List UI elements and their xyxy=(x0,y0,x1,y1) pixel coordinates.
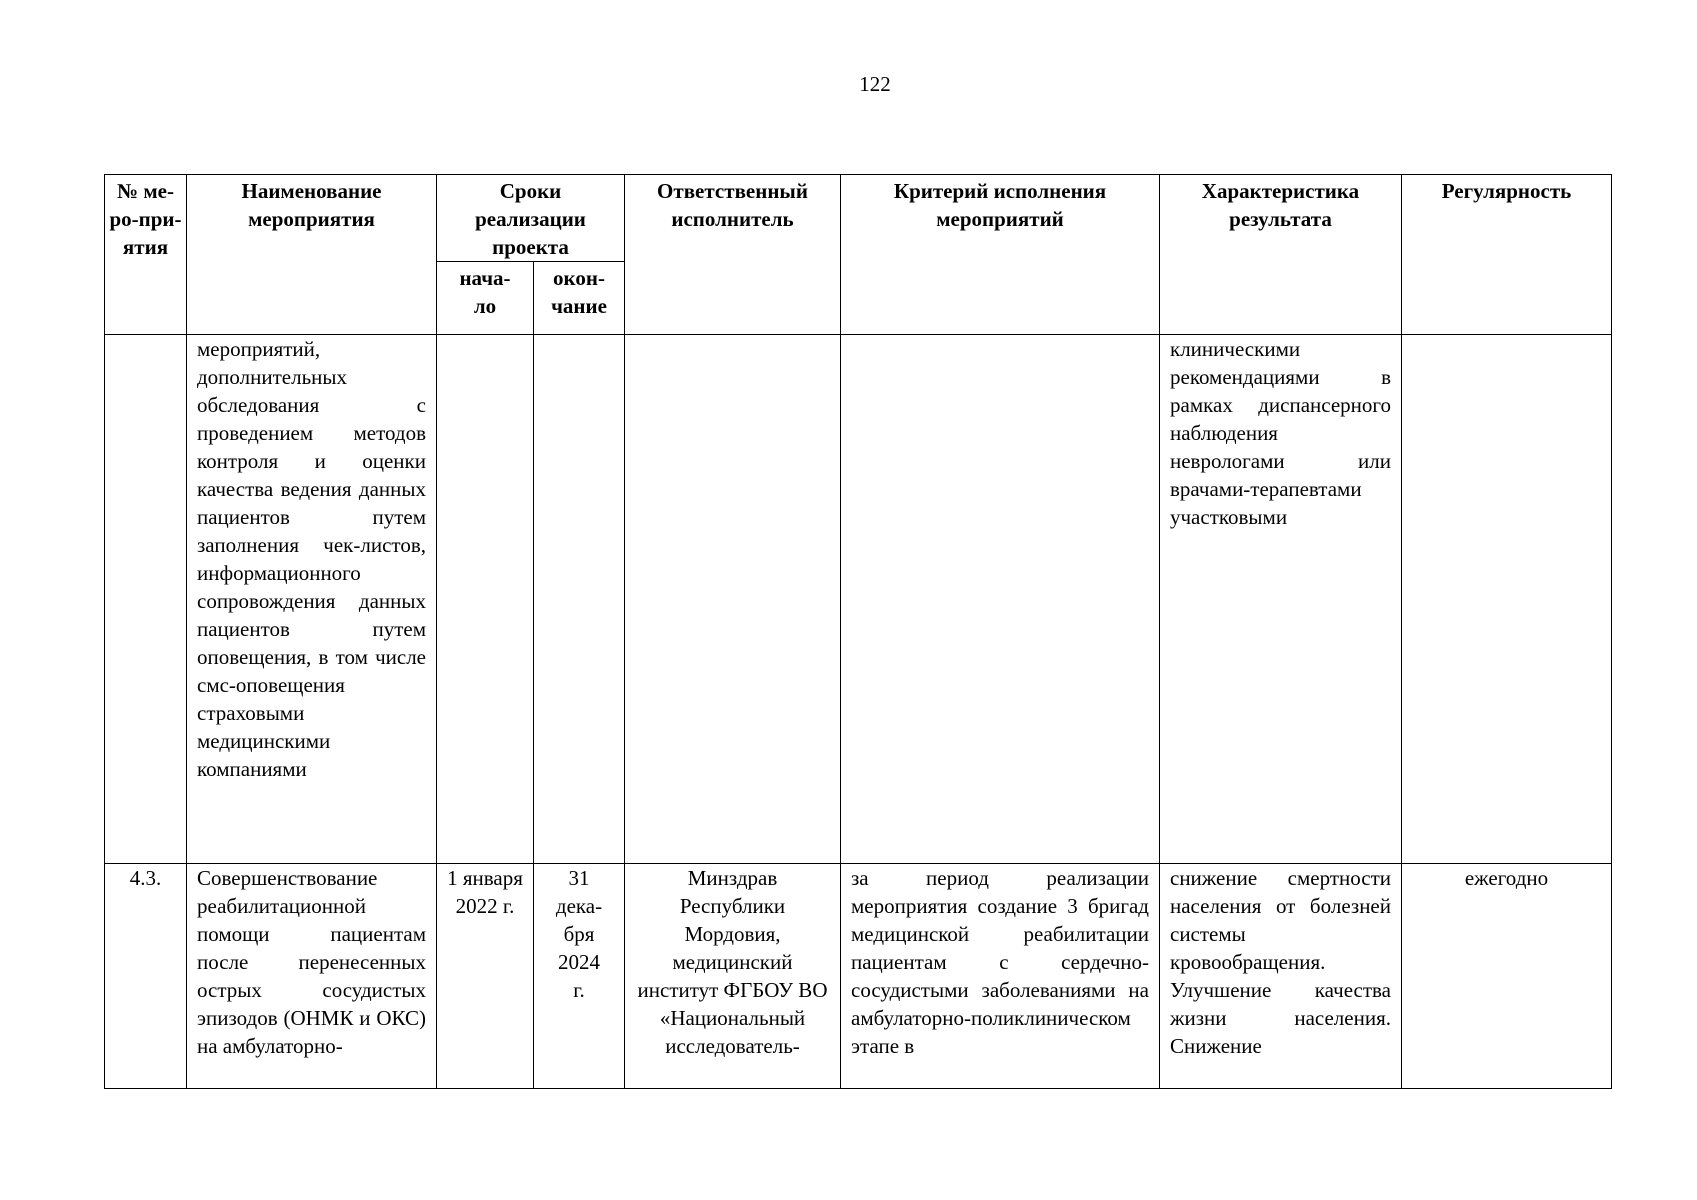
cell-start xyxy=(437,335,534,864)
measures-table xyxy=(104,174,1612,1089)
cell-result: снижение смертности населения от болезней системы кровообращения. Улучшение качества жизни населения. Снижение xyxy=(1160,864,1402,1089)
cell-name: мероприятий, дополнительных обследования с проведением методов контроля и оценки качества ведения данных пациентов путем заполнения чек-листов, информационного сопровождения данных пациентов путем оповещения, в том числе смс-оповещения страховыми медицинскими компаниями xyxy=(187,335,437,864)
cell-end: 31 дека-бря 2024 г. xyxy=(534,864,625,1089)
cell-end xyxy=(534,335,625,864)
cell-regularity xyxy=(1402,335,1612,864)
table-row xyxy=(105,864,1612,1089)
header-start: нача-ло xyxy=(437,262,534,335)
cell-result: клиническими рекомендациями в рамках диспансерного наблюдения неврологами или врачами-терапевтами участковыми xyxy=(1160,335,1402,864)
cell-regularity: ежегодно xyxy=(1402,864,1612,1089)
header-result: Характеристика результата xyxy=(1160,175,1402,335)
header-row xyxy=(105,175,1612,262)
cell-executor: Минздрав Республики Мордовия, медицинский институт ФГБОУ ВО «Национальный исследователь- xyxy=(625,864,841,1089)
cell-criterion: за период реализации мероприятия создание 3 бригад медицинской реабилитации пациентам с сердечно-сосудистыми заболеваниями на амбулаторно-поликлиническом этапе в xyxy=(841,864,1160,1089)
cell-number: 4.3. xyxy=(105,864,187,1089)
header-regularity: Регулярность xyxy=(1402,175,1612,335)
header-end: окон-чание xyxy=(534,262,625,335)
cell-start: 1 января 2022 г. xyxy=(437,864,534,1089)
page-number: 122 xyxy=(859,72,891,96)
header-number: № ме-ро-при-ятия xyxy=(105,175,187,335)
cell-executor xyxy=(625,335,841,864)
header-criterion: Критерий исполнения мероприятий xyxy=(841,175,1160,335)
header-name: Наименование мероприятия xyxy=(187,175,437,335)
cell-criterion xyxy=(841,335,1160,864)
cell-number xyxy=(105,335,187,864)
header-executor: Ответственный исполнитель xyxy=(625,175,841,335)
table-row xyxy=(105,335,1612,864)
header-terms: Сроки реализации проекта xyxy=(437,175,625,262)
cell-name: Совершенствование реабилитационной помощи пациентам после перенесенных острых сосудистых эпизодов (ОНМК и ОКС) на амбулаторно- xyxy=(187,864,437,1089)
